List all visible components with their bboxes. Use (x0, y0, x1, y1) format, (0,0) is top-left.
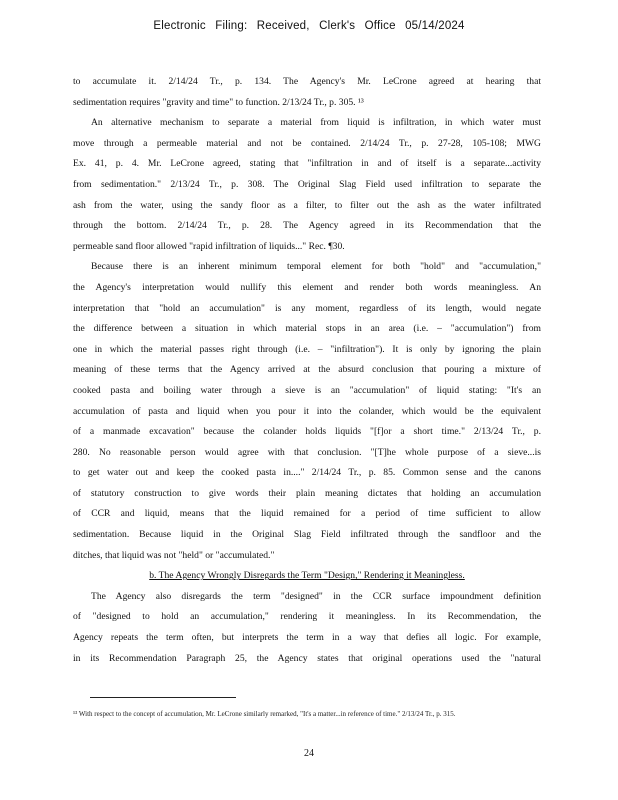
text-line: from sedimentation." 2/13/24 Tr., p. 308. The Original Slag Field used infiltration to separate the (73, 178, 541, 190)
section-heading (73, 566, 541, 587)
text-line: the Agency's interpretation would nullify this element and render both words meaningless. An (73, 281, 541, 293)
text-line: one in which the material passes right through (i.e. – "infiltration"). It is only by ignoring the plain (73, 343, 541, 355)
text-line: in its Recommendation Paragraph 25, the Agency states that original operations used the "natural (73, 652, 541, 664)
footnote-separator (90, 697, 236, 698)
text-line: ash from the water, using the sandy floor as a filter, to filter out the ash as the water infiltrated (73, 199, 541, 211)
body-text (73, 72, 541, 669)
text-line: to get water out and keep the cooked pasta in...." 2/14/24 Tr., p. 85. Common sense and the canons (73, 467, 541, 479)
section-heading-text: b. The Agency Wrongly Disregards the Term "Design," Rendering it Meaningless. (149, 570, 465, 582)
text-line: 280. No reasonable person would agree with that conclusion. "[T]he whole purpose of a sieve...is (73, 446, 541, 458)
text-line: through the bottom. 2/14/24 Tr., p. 28. The Agency agreed in its Recommendation that the (73, 220, 541, 232)
text-line: of CCR and liquid, means that the liquid remained for a period of time sufficient to allow (73, 508, 541, 520)
paragraph-start-line: Because there is an inherent minimum temporal element for both "hold" and "accumulation," (91, 261, 541, 273)
filing-header: Electronic Filing: Received, Clerk's Office 05/14/2024 (153, 20, 465, 32)
page-number: 24 (304, 748, 314, 759)
paragraph-start-line: An alternative mechanism to separate a material from liquid is infiltration, in which water must (91, 117, 541, 129)
text-line: the difference between a situation in which material stops in an area (i.e. – "accumulation") from (73, 323, 541, 335)
text-line: meaning of these terms that the Agency arrived at the absurd conclusion that pouring a mixture of (73, 364, 541, 376)
text-line: accumulation of pasta and liquid when you pour it into the colander, which would be the equivalent (73, 405, 541, 417)
text-line: cooked pasta and boiling water through a sieve is an "accumulation" of liquid stating: "It's an (73, 384, 541, 396)
text-line: of "designed to hold an accumulation," rendering it meaningless. In its Recommendation, the (73, 611, 541, 623)
text-line: to accumulate it. 2/14/24 Tr., p. 134. The Agency's Mr. LeCrone agreed at hearing that (73, 76, 541, 87)
text-line: Agency repeats the term often, but interprets the term in a way that defies all logic. For example, (73, 632, 541, 644)
footnote: ¹³ With respect to the concept of accumulation, Mr. LeCrone similarly remarked, "It's a matter...in reference of time." 2/13/24 Tr., p. 315. (73, 710, 456, 718)
text-line: sedimentation. Because liquid in the Original Slag Field infiltrated through the sandfloor and the (73, 529, 541, 541)
text-line: of a manmade excavation" because the colander holds liquids "[f]or a short time." 2/13/24 Tr., p. (73, 426, 541, 438)
paragraph-start-line: The Agency also disregards the term "designed" in the CCR surface impoundment definition (91, 590, 541, 602)
text-line: sedimentation requires "gravity and time" to function. 2/13/24 Tr., p. 305. ¹³ (73, 96, 364, 108)
text-line: ditches, that liquid was not "held" or "accumulated." (73, 549, 275, 561)
text-line: permeable sand floor allowed "rapid infiltration of liquids..." Rec. ¶30. (73, 240, 345, 252)
text-line: of statutory construction to give words their plain meaning dictates that holding an accumulation (73, 487, 541, 499)
text-line: interpretation that "hold an accumulation" is any moment, regardless of its length, would negate (73, 302, 541, 314)
text-line: Ex. 41, p. 4. Mr. LeCrone agreed, stating that "infiltration in and of itself is a separate...activity (73, 158, 541, 170)
text-line: move through a permeable material and not be contained. 2/14/24 Tr., p. 27-28, 105-108; MWG (73, 137, 541, 149)
